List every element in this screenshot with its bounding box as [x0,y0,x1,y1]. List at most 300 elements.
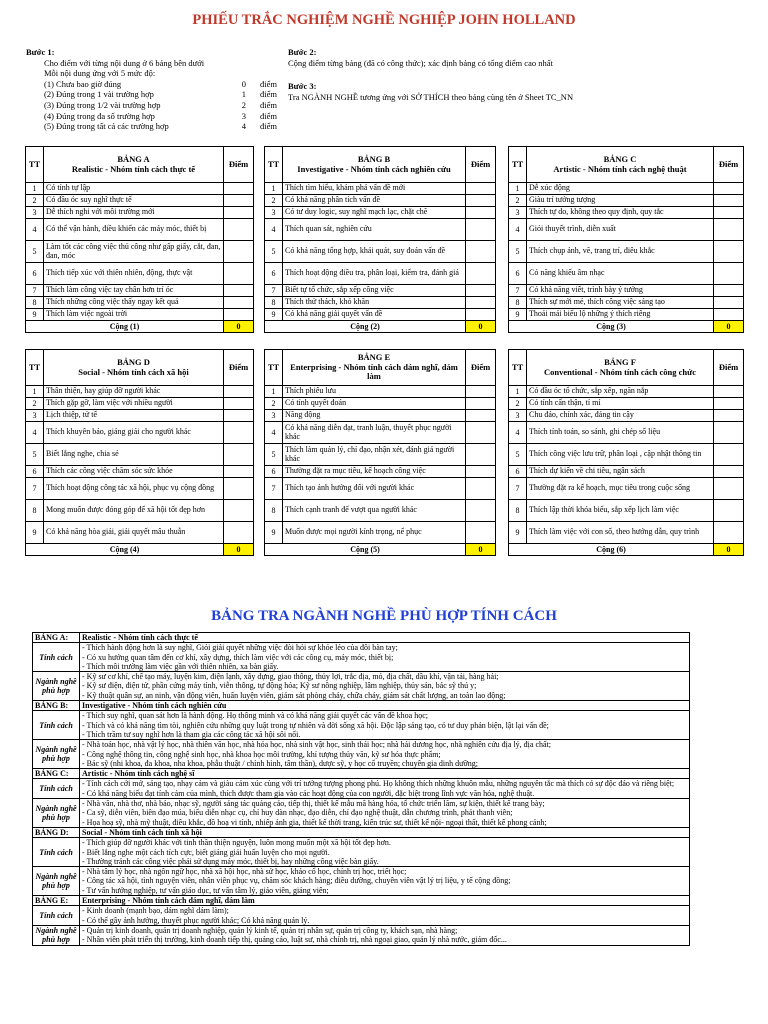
row-number: 9 [265,309,283,321]
score-input-cell[interactable] [714,422,744,444]
row-statement: Có khả năng diễn đạt, tranh luận, thuyết phục người khác [283,422,466,444]
score-input-cell[interactable] [224,478,254,500]
table-row [26,309,254,321]
row-number: 1 [26,183,44,195]
score-input-cell[interactable] [714,398,744,410]
score-input-cell[interactable] [224,422,254,444]
table-row [26,219,254,241]
row-statement: Có năng khiếu âm nhạc [527,263,714,285]
table-heading [44,147,224,183]
row-statement: Có tính quyết đoán [283,398,466,410]
row-number: 2 [509,398,527,410]
table-row [265,422,496,444]
ref-jobs-text: - Nhà toán học, nhà vật lý học, nhà thiên văn học, nhà hóa học, nhà sinh vật học, sinh thái học; nhà hải dương học, nhà nghiên cứu địa lý, địa chất; - Công nghệ thông tin, công nghệ sinh học, nhà khoa học môi trường, khí tượng thủy văn, kỹ sư hóa thực phẩm; - Bác sỹ (nhi khoa, đa khoa, nha khoa, phẫu thuật / chỉnh hình, tâm thần), dược sỹ, y học cổ truyền; chuyên gia dinh dưỡng; [80,740,690,769]
level-text: (3) Đúng trong 1/2 vài trường hợp [44,99,161,110]
score-input-cell[interactable] [466,207,496,219]
row-number: 9 [509,522,527,544]
level-unit: điểm [260,99,277,110]
row-statement: Thích lập thời khóa biểu, sắp xếp lịch làm việc [527,500,714,522]
row-number: 4 [26,422,44,444]
table-row [26,183,254,195]
row-number: 5 [26,241,44,263]
score-input-cell[interactable] [224,444,254,466]
table-row [265,207,496,219]
row-statement: Có tư duy logic, suy nghĩ mạch lạc, chặt chẽ [283,207,466,219]
table-row [26,195,254,207]
step2-text: Cộng điểm từng bảng (đã có công thức); xác định bảng có tổng điểm cao nhất [288,57,553,68]
ref-traits-label: Tính cách [33,711,80,740]
score-input-cell[interactable] [714,522,744,544]
score-input-cell[interactable] [466,478,496,500]
ref-jobs-text: - Quản trị kinh doanh, quản trị doanh nghiệp, quản lý kinh tế, quản trị nhân sự, quản trị công ty, khách sạn, nhà hàng; - Nhân viên phát triển thị trường, kinh doanh tiếp thị, quảng cáo, luật sư, nhà chính trị, nhà ngoại giao, quản lý nhà nước, giám đốc... [80,925,690,945]
table-row [265,398,496,410]
table-row [26,386,254,398]
table-row [265,444,496,466]
table-row [509,386,744,398]
row-number: 2 [265,195,283,207]
ref-group-name: Enterprising - Nhóm tính cách dám nghĩ, dám làm [80,896,690,906]
level-text: (1) Chưa bao giờ đúng [44,78,122,89]
level-points: 3 [241,110,246,121]
level-text: (2) Đúng trong 1 vài trường hợp [44,89,154,100]
row-number: 7 [26,478,44,500]
score-input-cell[interactable] [466,183,496,195]
score-input-cell[interactable] [224,410,254,422]
ref-traits-text: - Thích giúp đỡ người khác với tinh thần thiện nguyện, luôn mong muốn một xã hội tốt đẹp hơn. - Biết lắng nghe một cách tích cực, biết giảng giải huấn luyện cho mọi người. - Thường tránh các công việc phải sử dụng máy móc, thiết bị, hay những công việc bàn giấy. [80,838,690,867]
holland-table [508,146,744,333]
row-statement: Có thể vận hành, điều khiển các máy móc, thiết bị [44,219,224,241]
score-level-row [44,100,277,111]
row-number: 7 [265,478,283,500]
row-statement: Thường đặt ra mục tiêu, kế hoạch công việc [283,466,466,478]
row-statement: Thích làm việc với con số, theo hướng dẫn, quy trình [527,522,714,544]
holland-table [508,349,744,556]
holland-table [25,349,254,556]
row-statement: Có tính tự lập [44,183,224,195]
sum-label: Cộng (1) [26,321,224,333]
row-statement: Thích tìm hiểu, khám phá vấn đề mới [283,183,466,195]
table-code: BẢNG E [357,352,391,363]
ref-jobs-row [33,799,690,828]
table-group-name: Investigative - Nhóm tính cách nghiên cứu [297,163,451,174]
table-row [26,241,254,263]
row-statement: Thích tạo ảnh hưởng đối với người khác [283,478,466,500]
score-input-cell[interactable] [466,522,496,544]
level-text: (5) Đúng trong tất cả các trường hợp [44,121,169,132]
row-statement: Biết tự tổ chức, sắp xếp công việc [283,285,466,297]
score-input-cell[interactable] [466,309,496,321]
level-unit: điểm [260,78,277,89]
table-header-row [26,147,254,183]
row-number: 4 [509,422,527,444]
total-score: 0 [224,544,254,556]
reference-title: BẢNG TRA NGÀNH NGHỀ PHÙ HỢP TÍNH CÁCH [211,608,557,624]
row-number: 2 [26,398,44,410]
sum-row [26,544,254,556]
score-input-cell[interactable] [466,410,496,422]
row-number: 7 [509,285,527,297]
row-statement: Lịch thiệp, tử tế [44,410,224,422]
score-input-cell[interactable] [466,219,496,241]
table-row [26,466,254,478]
row-statement: Thích chụp ảnh, vẽ, trang trí, điêu khắc [527,241,714,263]
table-heading [283,350,466,386]
row-number: 6 [265,466,283,478]
table-row [509,219,744,241]
table-row [26,207,254,219]
row-number: 9 [265,522,283,544]
row-statement: Dễ xúc động [527,183,714,195]
col-tt: TT [26,147,44,183]
total-score: 0 [714,544,744,556]
ref-group-key: BẢNG D: [33,827,80,837]
row-statement: Thích cạnh tranh để vượt qua người khác [283,500,466,522]
table-row [509,500,744,522]
row-statement: Làm tốt các công việc thủ công như gấp giấy, cắt, đan, đan, móc [44,241,224,263]
score-input-cell[interactable] [714,478,744,500]
table-row [26,422,254,444]
ref-jobs-label: Ngành nghề phù hợp [33,740,80,769]
table-row [26,444,254,466]
table-row [509,241,744,263]
row-statement: Thích hoạt động công tác xã hội, phục vụ cộng đồng [44,478,224,500]
row-number: 9 [509,309,527,321]
row-number: 8 [26,297,44,309]
row-statement: Thích quan sát, nghiên cứu [283,219,466,241]
ref-group-header [33,896,690,906]
row-number: 4 [26,219,44,241]
score-level-row [44,111,277,122]
row-statement: Thoải mái biểu lộ những ý thích riêng [527,309,714,321]
ref-group-name: Social - Nhóm tính cách tính xã hội [80,827,690,837]
col-tt: TT [265,350,283,386]
table-group-name: Realistic - Nhóm tính cách thực tế [71,163,196,174]
score-input-cell[interactable] [224,263,254,285]
table-header-row [265,350,496,386]
holland-table [264,146,496,333]
score-input-cell[interactable] [714,183,744,195]
table-row [509,466,744,478]
ref-jobs-label: Ngành nghề phù hợp [33,672,80,701]
col-tt: TT [26,350,44,386]
table-row [26,500,254,522]
col-score: Điểm [714,350,744,386]
table-row [265,410,496,422]
row-number: 4 [265,219,283,241]
ref-group-key: BẢNG E: [33,896,80,906]
row-number: 3 [26,207,44,219]
row-statement: Thích khuyên bảo, giảng giải cho người khác [44,422,224,444]
row-statement: Muốn được mọi người kính trọng, nể phục [283,522,466,544]
score-input-cell[interactable] [714,466,744,478]
row-number: 1 [26,386,44,398]
score-levels [26,79,277,132]
score-input-cell[interactable] [714,285,744,297]
col-score: Điểm [466,147,496,183]
ref-jobs-label: Ngành nghề phù hợp [33,867,80,896]
score-input-cell[interactable] [714,297,744,309]
score-input-cell[interactable] [714,207,744,219]
ref-traits-text: - Tính cách cởi mở, sáng tạo, nhạy cảm và giàu cảm xúc cùng với trí tưởng tượng phong phú. Họ không thích những khuôn mẫu, những nguyên tắc mà thích có sự độc đáo và riêng biệt; - Có khả năng biểu đạt tính cảm của mình, thích được tham gia vào các hoạt động của con người, đặc biệt trong lĩnh vực văn hóa, nghệ thuật. [80,779,690,799]
score-input-cell[interactable] [466,398,496,410]
table-row [509,195,744,207]
table-row [26,410,254,422]
row-number: 6 [265,263,283,285]
score-input-cell[interactable] [466,297,496,309]
level-unit: điểm [260,110,277,121]
row-number: 7 [265,285,283,297]
ref-jobs-label: Ngành nghề phù hợp [33,925,80,945]
sum-row [509,544,744,556]
table-row [26,263,254,285]
step2-block [288,47,748,68]
row-statement: Thích làm quản lý, chỉ đạo, nhận xét, đánh giá người khác [283,444,466,466]
step1-block [26,47,277,132]
table-code: BẢNG C [603,154,637,164]
table-row [509,207,744,219]
score-input-cell[interactable] [224,207,254,219]
row-number: 9 [26,309,44,321]
score-input-cell[interactable] [714,386,744,398]
col-tt: TT [509,147,527,183]
table-row [265,500,496,522]
row-statement: Mong muốn được đóng góp để xã hội tốt đẹp hơn [44,500,224,522]
table-heading [44,350,224,386]
row-number: 7 [509,478,527,500]
step3-text: Tra NGÀNH NGHỀ tương ứng với SỞ THÍCH theo bảng cùng tên ở Sheet TC_NN [288,91,574,102]
score-input-cell[interactable] [224,183,254,195]
row-number: 7 [26,285,44,297]
table-header-row [509,350,744,386]
row-statement: Có đầu óc suy nghĩ thực tế [44,195,224,207]
total-score: 0 [466,321,496,333]
row-number: 1 [509,183,527,195]
table-row [26,285,254,297]
row-number: 1 [509,386,527,398]
table-row [265,478,496,500]
ref-group-name: Investigative - Nhóm tính cách nghiên cứu [80,701,690,711]
table-group-name: Artistic - Nhóm tính cách nghệ thuật [553,163,687,174]
sum-row [26,321,254,333]
ref-group-header [33,827,690,837]
row-number: 5 [265,241,283,263]
score-input-cell[interactable] [224,466,254,478]
sum-label: Cộng (4) [26,544,224,556]
row-number: 6 [26,263,44,285]
step3-block [288,81,748,102]
ref-group-header [33,769,690,779]
score-input-cell[interactable] [714,219,744,241]
level-unit: điểm [260,121,277,132]
row-statement: Thích làm công việc tay chân hơn trí óc [44,285,224,297]
table-row [509,309,744,321]
score-input-cell[interactable] [714,263,744,285]
table-row [509,422,744,444]
score-input-cell[interactable] [224,297,254,309]
col-score: Điểm [224,147,254,183]
score-input-cell[interactable] [466,386,496,398]
col-score: Điểm [714,147,744,183]
table-row [265,263,496,285]
step1-label: Bước 1: [26,47,55,57]
row-statement: Thích tự do, không theo quy định, quy tắc [527,207,714,219]
col-tt: TT [265,147,283,183]
table-row [265,183,496,195]
row-number: 5 [265,444,283,466]
level-text: (4) Đúng trong đa số trường hợp [44,110,155,121]
score-input-cell[interactable] [224,219,254,241]
row-number: 2 [26,195,44,207]
score-input-cell[interactable] [714,195,744,207]
level-points: 1 [241,89,246,100]
score-input-cell[interactable] [224,285,254,297]
score-input-cell[interactable] [466,422,496,444]
row-number: 6 [26,466,44,478]
score-input-cell[interactable] [224,522,254,544]
table-row [265,285,496,297]
col-score: Điểm [224,350,254,386]
col-tt: TT [509,350,527,386]
ref-traits-text: - Thích hành động hơn là suy nghĩ, Giỏi giải quyết những việc đòi hỏi sự khỏe léo của đôi bàn tay; - Có xu hướng quan tâm đến cơ khí, xây dựng, thích làm việc với các công cụ, máy móc, thiết bị; - Thích môi trường làm việc gần với thiên nhiên, xa bàn giấy. [80,643,690,672]
ref-jobs-label: Ngành nghề phù hợp [33,799,80,828]
score-input-cell[interactable] [224,500,254,522]
ref-traits-text: - Kinh doanh (mạnh bạo, dám nghĩ dám làm); - Có thể gây ảnh hưởng, thuyết phục người khác; Có khả năng quản lý. [80,906,690,926]
total-score: 0 [466,544,496,556]
row-statement: Dễ thích nghi với môi trường mới [44,207,224,219]
total-score: 0 [224,321,254,333]
table-row [509,285,744,297]
level-points: 2 [241,99,246,110]
ref-jobs-row [33,672,690,701]
row-number: 3 [509,410,527,422]
table-row [509,183,744,195]
row-number: 6 [509,466,527,478]
score-level-row [44,79,277,90]
row-statement: Biết lắng nghe, chia sẻ [44,444,224,466]
ref-traits-label: Tính cách [33,779,80,799]
score-input-cell[interactable] [714,309,744,321]
row-number: 9 [26,522,44,544]
score-input-cell[interactable] [224,195,254,207]
ref-jobs-text: - Kỹ sư cơ khí, chế tạo máy, luyện kim, điện lạnh, xây dựng, giao thông, thủy lợi, trắc địa, mỏ, địa chất, dầu khí, vận tải, hàng hải; - Kỹ sư điện, điện tử, phần cứng máy tính, viễn thông, tự động hóa; Kỹ sư nông nghiệp, lâm nghiệp, thủy sản, bác sỹ thú y; - Kỹ thuật quân sự, an ninh, vận động viên, huấn luyện viên, giám sát phòng cháy, chữa cháy, giám sát chất lượng, an toàn lao động; [80,672,690,701]
score-input-cell[interactable] [714,444,744,466]
career-reference-table [32,632,690,946]
table-row [509,297,744,309]
level-unit: điểm [260,89,277,100]
row-statement: Thích phiêu lưu [283,386,466,398]
total-score: 0 [714,321,744,333]
row-number: 8 [26,500,44,522]
table-row [509,398,744,410]
table-row [509,478,744,500]
table-code: BẢNG F [604,357,636,367]
sum-label: Cộng (3) [509,321,714,333]
row-statement: Có khả năng phân tích vấn đề [283,195,466,207]
ref-jobs-text: - Nhà tâm lý học, nhà ngôn ngữ học, nhà xã hội học, nhà sử học, khảo cổ học, chính trị học, triết học; - Công tác xã hội, tình nguyện viên, nhân viên phục vụ, chăm sóc khách hàng; điều dưỡng, chuyên viên vật lý trị liệu, y tế cộng đồng; - Tư vấn hướng nghiệp, tư vấn giáo dục, tư vấn tâm lý, giáo viên, giảng viên; [80,867,690,896]
row-statement: Có khả năng tổng hợp, khái quát, suy đoán vấn đề [283,241,466,263]
score-input-cell[interactable] [224,309,254,321]
ref-group-key: BẢNG A: [33,633,80,643]
row-statement: Thích thử thách, khó khăn [283,297,466,309]
score-input-cell[interactable] [224,398,254,410]
score-input-cell[interactable] [466,195,496,207]
table-row [26,297,254,309]
score-input-cell[interactable] [224,241,254,263]
ref-jobs-row [33,925,690,945]
score-input-cell[interactable] [714,500,744,522]
level-points: 4 [241,121,246,132]
score-input-cell[interactable] [714,410,744,422]
score-input-cell[interactable] [466,500,496,522]
row-number: 3 [509,207,527,219]
score-input-cell[interactable] [466,285,496,297]
ref-group-header [33,633,690,643]
row-statement: Thích các công việc chăm sóc sức khỏe [44,466,224,478]
page-title: PHIẾU TRẮC NGHIỆM NGHỀ NGHIỆP JOHN HOLLAND [192,12,576,28]
row-statement: Thích dự kiến về chi tiêu, ngân sách [527,466,714,478]
table-row [265,466,496,478]
table-header-row [265,147,496,183]
table-group-name: Conventional - Nhóm tính cách công chức [544,366,696,377]
row-statement: Thích hoạt động điều tra, phân loại, kiểm tra, đánh giá [283,263,466,285]
row-statement: Thích tiếp xúc với thiên nhiên, động, thực vật [44,263,224,285]
col-score: Điểm [466,350,496,386]
score-level-row [44,89,277,100]
score-input-cell[interactable] [224,386,254,398]
row-number: 8 [265,297,283,309]
table-row [265,309,496,321]
score-input-cell[interactable] [466,444,496,466]
row-statement: Thích những công việc thấy ngay kết quả [44,297,224,309]
ref-traits-text: - Thích suy nghĩ, quan sát hơn là hành động. Họ thông minh và có khả năng giải quyết các vấn đề khoa học; - Thích và có khả năng tìm tòi, nghiên cứu những quy luật trong tự nhiên và đời sống xã hội. Độc lập sáng tạo, có tư duy phản biện, lật lại vấn đề; - Thích trầm tư suy nghĩ hơn là tham gia các công tác xã hội sôi nổi. [80,711,690,740]
row-statement: Chu đáo, chính xác, đáng tin cậy [527,410,714,422]
table-row [265,219,496,241]
row-statement: Thường đặt ra kế hoạch, mục tiêu trong cuộc sống [527,478,714,500]
row-number: 5 [509,444,527,466]
table-group-name: Enterprising - Nhóm tính cách dám nghĩ, dám làm [290,361,458,382]
step3-label: Bước 3: [288,81,317,91]
table-header-row [26,350,254,386]
row-statement: Thân thiện, hay giúp đỡ người khác [44,386,224,398]
table-row [26,398,254,410]
row-statement: Thích làm việc ngoài trời [44,309,224,321]
ref-traits-row [33,711,690,740]
row-number: 2 [509,195,527,207]
row-number: 5 [26,444,44,466]
ref-traits-row [33,779,690,799]
score-input-cell[interactable] [466,241,496,263]
table-code: BẢNG D [117,357,150,367]
step1-line1: Cho điểm với từng nội dung ở 6 bảng bên dưới [44,57,205,68]
step2-label: Bước 2: [288,47,317,57]
row-number: 3 [265,410,283,422]
row-number: 8 [509,500,527,522]
row-statement: Có đầu óc tổ chức, sắp xếp, ngăn nắp [527,386,714,398]
table-row [265,195,496,207]
score-input-cell[interactable] [466,263,496,285]
ref-traits-row [33,643,690,672]
score-input-cell[interactable] [466,466,496,478]
table-row [509,522,744,544]
score-input-cell[interactable] [714,241,744,263]
row-number: 8 [509,297,527,309]
table-row [265,522,496,544]
row-statement: Có tính cẩn thận, tỉ mỉ [527,398,714,410]
sum-row [509,321,744,333]
ref-group-key: BẢNG B: [33,701,80,711]
table-header-row [509,147,744,183]
row-statement: Thích công việc lưu trữ, phân loại , cập nhật thông tin [527,444,714,466]
